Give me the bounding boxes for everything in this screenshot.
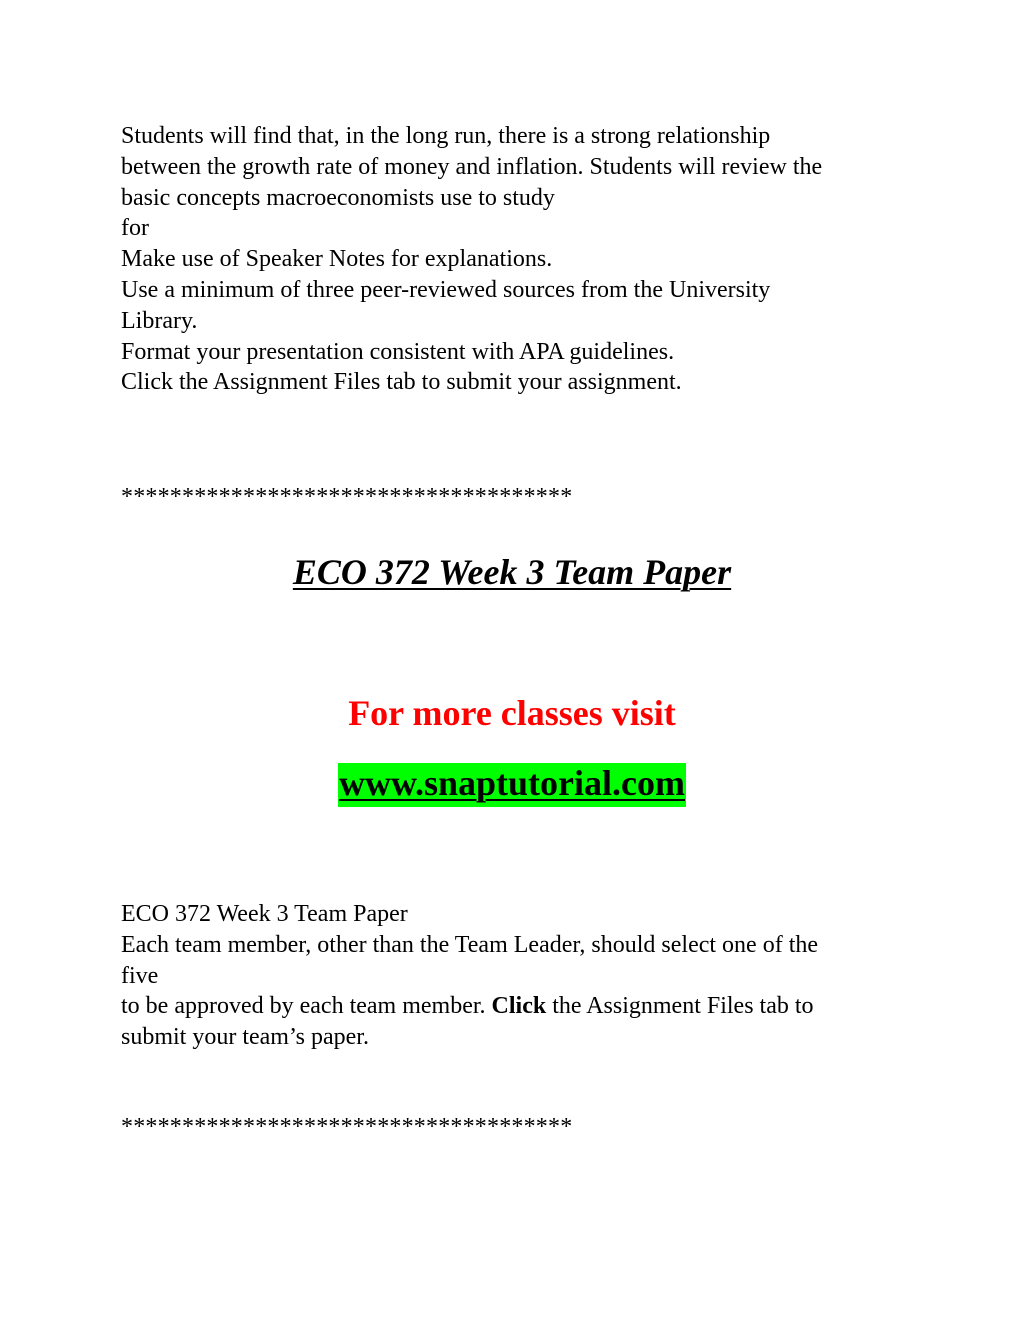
intro-line: basic concepts macroeconomists use to study <box>121 184 555 211</box>
assignment-line: five <box>121 962 159 989</box>
intro-paragraph <box>121 121 921 398</box>
assignment-text: to be approved by each team member. <box>121 993 492 1020</box>
intro-line: Library. <box>121 307 198 334</box>
asterisk-separator: ************************************* <box>121 1114 573 1140</box>
intro-line: between the growth rate of money and inflation. Students will review the <box>121 153 823 180</box>
intro-line: Students will find that, in the long run, there is a strong relationship <box>121 123 771 149</box>
intro-line: Make use of Speaker Notes for explanations. <box>121 246 553 273</box>
promo-site-link[interactable]: www.snaptutorial.com <box>338 763 686 807</box>
intro-line: Use a minimum of three peer-reviewed sources from the University <box>121 276 771 303</box>
promo-site-link-row <box>0 762 1024 805</box>
intro-line: Format your presentation consistent with APA guidelines. <box>121 338 675 365</box>
paper-title: ECO 372 Week 3 Team Paper <box>292 552 732 592</box>
intro-line: for <box>121 215 149 242</box>
assignment-line: Each team member, other than the Team Leader, should select one of the <box>121 931 819 958</box>
assignment-line: submit your team’s paper. <box>121 1024 369 1051</box>
assignment-bold-word: Click <box>491 993 547 1020</box>
assignment-line <box>121 991 921 1022</box>
assignment-line: ECO 372 Week 3 Team Paper <box>121 901 408 927</box>
assignment-paragraph <box>121 899 921 1053</box>
asterisk-separator: ************************************* <box>121 484 573 510</box>
intro-line: Click the Assignment Files tab to submit your assignment. <box>121 369 682 396</box>
assignment-text: the Assignment Files tab to <box>546 993 814 1020</box>
promo-visit-text: For more classes visit <box>348 693 676 733</box>
